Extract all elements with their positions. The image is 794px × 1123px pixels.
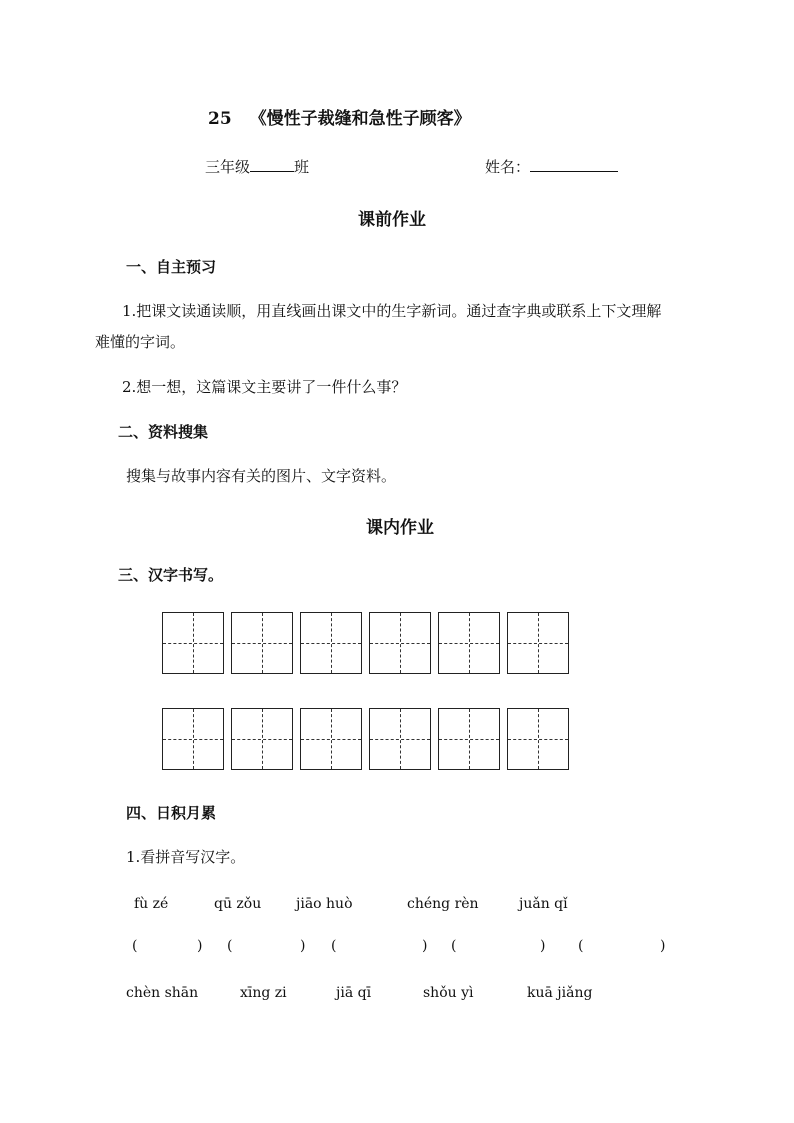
answer-paren-3-close: ) (422, 938, 428, 954)
name-label: 姓名： (485, 158, 531, 176)
section-2-title: 二、资料搜集 (118, 423, 209, 441)
writing-grid-row-1 (162, 612, 569, 674)
section-3-title: 三、汉字书写。 (118, 566, 224, 584)
grade-class-line (205, 156, 309, 177)
answer-paren-2-close: ) (300, 938, 306, 954)
writing-cell[interactable] (507, 708, 569, 770)
section-4-title: 四、日积月累 (126, 804, 217, 822)
answer-paren-4-open: ( (451, 938, 457, 954)
name-line (485, 156, 618, 177)
writing-cell[interactable] (438, 612, 500, 674)
writing-cell[interactable] (162, 708, 224, 770)
writing-cell[interactable] (369, 612, 431, 674)
writing-cell[interactable] (438, 708, 500, 770)
pinyin-10: kuā jiǎng (527, 985, 593, 1001)
pinyin-7: xīng zi (240, 985, 287, 1001)
section-2-text: 搜集与故事内容有关的图片、文字资料。 (126, 467, 397, 485)
writing-cell[interactable] (369, 708, 431, 770)
pinyin-9: shǒu yì (423, 985, 474, 1001)
pinyin-6: chèn shān (126, 985, 199, 1001)
writing-cell[interactable] (300, 708, 362, 770)
writing-cell[interactable] (507, 612, 569, 674)
name-blank[interactable] (530, 157, 618, 172)
grade-label: 三年级 (205, 158, 251, 176)
page-title (208, 104, 471, 129)
pinyin-4: chéng rèn (407, 896, 479, 912)
answer-paren-5-close: ) (660, 938, 666, 954)
section-1-title: 一、自主预习 (126, 258, 217, 276)
answer-paren-4-close: ) (540, 938, 546, 954)
answer-paren-5-open: ( (578, 938, 584, 954)
section-1-item-1-line-1: 1.把课文读通读顺，用直线画出课文中的生字新词。通过查字典或联系上下文理解 (122, 302, 662, 320)
answer-paren-2-open: ( (227, 938, 233, 954)
class-blank[interactable] (250, 157, 294, 172)
pinyin-3: jiāo huò (296, 896, 353, 912)
in-class-heading: 课内作业 (366, 518, 434, 538)
pre-class-heading: 课前作业 (358, 210, 426, 230)
writing-cell[interactable] (300, 612, 362, 674)
section-4-item-1: 1.看拼音写汉字。 (126, 848, 246, 866)
pinyin-5: juǎn qǐ (519, 896, 568, 912)
writing-cell[interactable] (231, 612, 293, 674)
answer-paren-1-open: ( (132, 938, 138, 954)
answer-paren-1-close: ) (197, 938, 203, 954)
pinyin-1: fù zé (134, 896, 169, 912)
writing-cell[interactable] (231, 708, 293, 770)
class-label: 班 (294, 158, 310, 176)
writing-grid-row-2 (162, 708, 569, 770)
lesson-title: 《慢性子裁缝和急性子顾客》 (249, 109, 471, 129)
lesson-number: 25 (208, 109, 232, 129)
section-1-item-1-line-2: 难懂的字词。 (95, 333, 186, 351)
answer-paren-3-open: ( (331, 938, 337, 954)
pinyin-8: jiā qī (336, 985, 372, 1001)
section-1-item-2: 2.想一想，这篇课文主要讲了一件什么事？ (122, 378, 407, 396)
writing-cell[interactable] (162, 612, 224, 674)
pinyin-2: qū zǒu (214, 896, 262, 912)
